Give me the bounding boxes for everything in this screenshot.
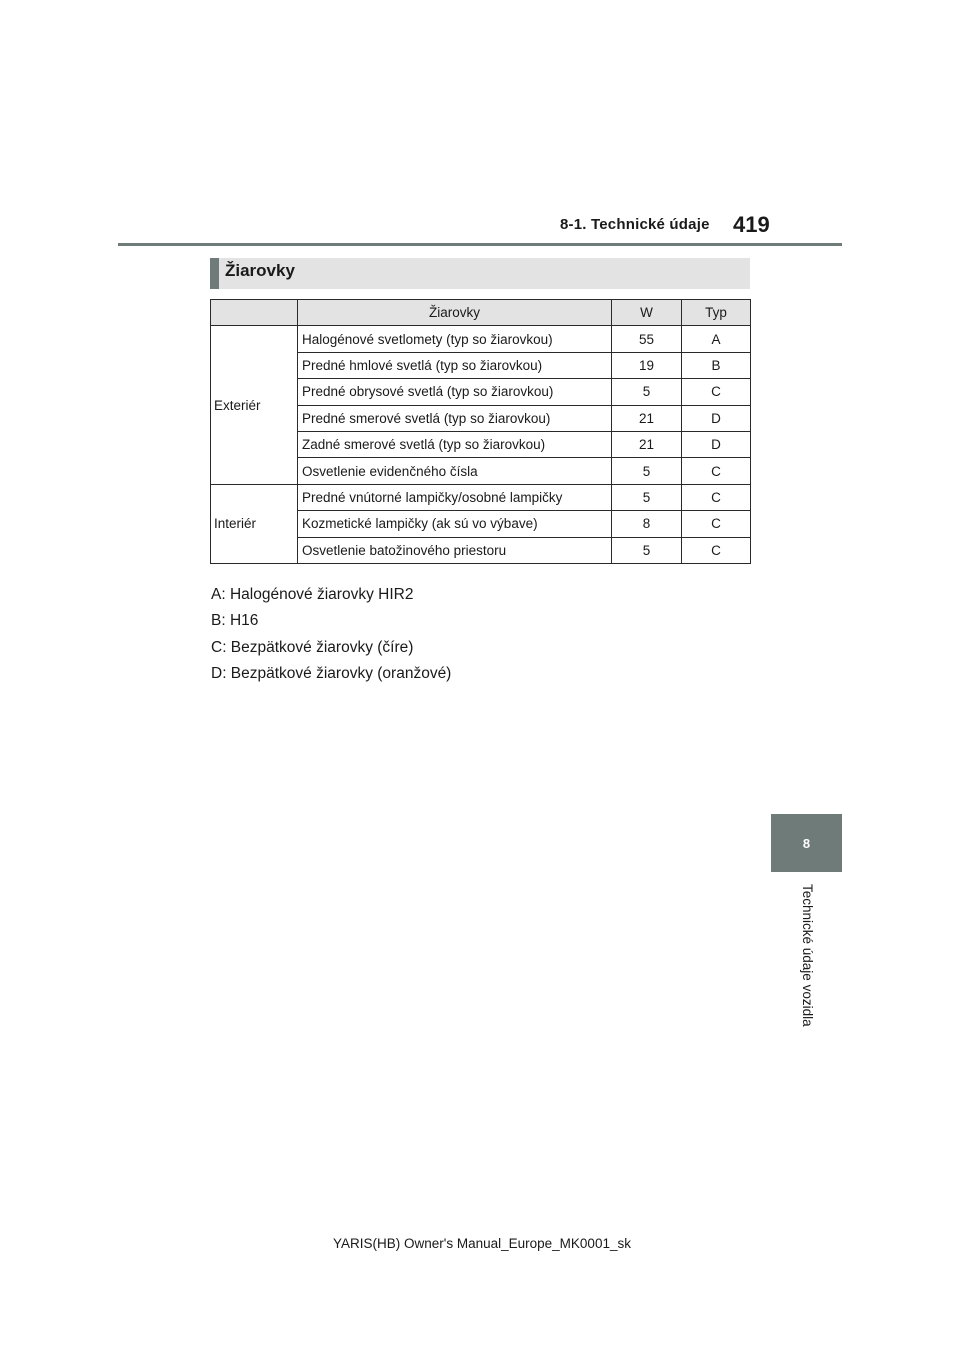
bulb-specs-table xyxy=(210,299,751,564)
bulb-watts-cell: 21 xyxy=(612,405,682,431)
bulb-name-cell: Predné smerové svetlá (typ so žiarovkou) xyxy=(298,405,612,431)
bulb-type-cell: C xyxy=(682,537,751,563)
bulb-watts-cell: 5 xyxy=(612,484,682,510)
legend-item-d: D: Bezpätkové žiarovky (oranžové) xyxy=(211,664,452,682)
bulb-name-cell: Zadné smerové svetlá (typ so žiarovkou) xyxy=(298,431,612,457)
bulb-watts-cell: 5 xyxy=(612,379,682,405)
bulb-name-cell: Predné obrysové svetlá (typ so žiarovkou) xyxy=(298,379,612,405)
table-row xyxy=(211,484,751,510)
legend-item-a: A: Halogénové žiarovky HIR2 xyxy=(211,586,414,603)
bulb-watts-cell: 5 xyxy=(612,537,682,563)
table-row xyxy=(211,326,751,352)
section-heading-text: Žiarovky xyxy=(225,261,295,280)
bulb-name-cell: Predné hmlové svetlá (typ so žiarovkou) xyxy=(298,352,612,378)
chapter-tab-number: 8 xyxy=(802,835,811,851)
bulb-name-cell: Osvetlenie evidenčného čísla xyxy=(298,458,612,484)
bulb-name-cell: Osvetlenie batožinového priestoru xyxy=(298,537,612,563)
legend-item-c: C: Bezpätkové žiarovky (číre) xyxy=(211,638,414,656)
bulb-type-cell: C xyxy=(682,511,751,537)
chapter-tab xyxy=(771,814,842,872)
bulb-type-legend xyxy=(211,582,451,687)
bulb-name-cell: Kozmetické lampičky (ak sú vo výbave) xyxy=(298,511,612,537)
bulb-type-cell: B xyxy=(682,352,751,378)
bulb-watts-cell: 19 xyxy=(612,352,682,378)
legend-item-b: B: H16 xyxy=(211,612,259,630)
group-cell-interior: Interiér xyxy=(211,484,298,563)
bulb-watts-cell: 5 xyxy=(612,458,682,484)
table-header-row xyxy=(211,300,751,326)
header-cell-group xyxy=(211,300,298,326)
bulb-name-cell: Halogénové svetlomety (typ so žiarovkou) xyxy=(298,326,612,352)
bulb-type-cell: D xyxy=(682,431,751,457)
bulb-watts-cell: 21 xyxy=(612,431,682,457)
bulb-name-cell: Predné vnútorné lampičky/osobné lampičky xyxy=(298,484,612,510)
group-cell-exterior: Exteriér xyxy=(211,326,298,484)
bulb-watts-cell: 8 xyxy=(612,511,682,537)
section-heading xyxy=(210,258,750,289)
bulb-watts-cell: 55 xyxy=(612,326,682,352)
header-divider xyxy=(118,243,842,246)
bulb-type-cell: C xyxy=(682,379,751,405)
chapter-section-title: 8-1. Technické údaje xyxy=(560,216,710,233)
chapter-tab-label: Technické údaje vozidla xyxy=(800,884,815,1027)
header-cell-bulbs: Žiarovky xyxy=(298,300,612,326)
page-number: 419 xyxy=(733,212,770,237)
bulb-type-cell: C xyxy=(682,458,751,484)
page-footer: YARIS(HB) Owner's Manual_Europe_MK0001_sk xyxy=(333,1236,631,1251)
header-cell-type: Typ xyxy=(682,300,751,326)
header-cell-watts: W xyxy=(612,300,682,326)
bulb-type-cell: C xyxy=(682,484,751,510)
bulb-type-cell: D xyxy=(682,405,751,431)
bulb-type-cell: A xyxy=(682,326,751,352)
